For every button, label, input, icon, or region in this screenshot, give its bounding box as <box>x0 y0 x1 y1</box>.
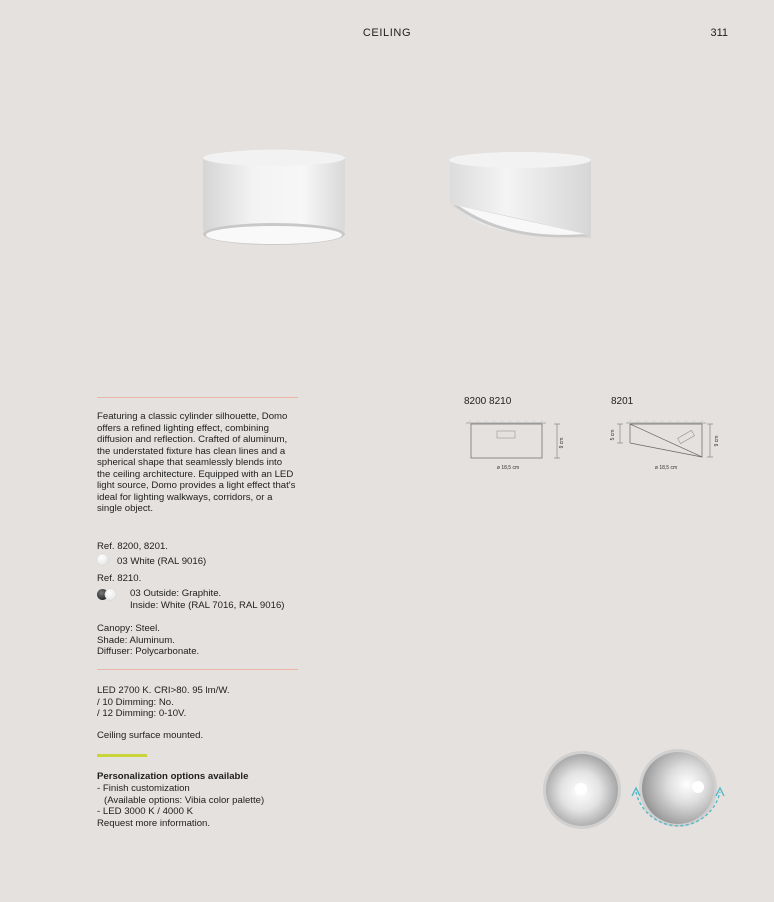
dim-diameter-8201: ø 18,5 cm <box>654 465 678 471</box>
swatch-group <box>97 587 116 605</box>
swatch-white-inside <box>105 589 116 600</box>
section-title: CEILING <box>362 27 412 39</box>
mounting-info: Ceiling surface mounted. <box>97 730 204 741</box>
ref-label-1: Ref. 8200, 8201. <box>97 541 168 552</box>
finish-outside: 03 Outside: Graphite. <box>130 588 222 599</box>
product-photo-8201 <box>443 148 603 248</box>
product-photo-8200 <box>195 148 355 252</box>
page-number: 311 <box>710 27 728 39</box>
swatch-white <box>97 554 108 565</box>
spec-dimming-12: / 12 Dimming: 0-10V. <box>97 708 187 719</box>
dim-short-8201: 5 cm <box>610 429 616 441</box>
spec-led: LED 2700 K. CRI>80. 95 lm/W. <box>97 685 230 696</box>
bottom-view-orientable <box>626 746 730 838</box>
material-diffuser: Diffuser: Polycarbonate. <box>97 646 200 657</box>
perso-item-request: Request more information. <box>97 817 211 829</box>
material-shade: Shade: Aluminum. <box>97 634 175 646</box>
spec-dimming-10: / 10 Dimming: No. <box>97 696 174 708</box>
materials-list <box>97 623 199 658</box>
bottom-view-fixed <box>540 748 624 832</box>
dim-height-8200: 9 cm <box>559 437 565 449</box>
personalization-title: Personalization options available <box>97 771 249 782</box>
material-canopy: Canopy: Steel. <box>97 623 160 634</box>
finish-white: 03 White (RAL 9016) <box>117 556 207 567</box>
divider-middle <box>97 669 298 670</box>
perso-item-led: - LED 3000 K / 4000 K <box>97 806 193 817</box>
product-description: Featuring a classic cylinder silhouette, Domo offers a refined lighting effect, combining diffusion and reflection. Crafted of aluminum, the understated fixture has clean lines and a spherical shape that seamlessly blends into the ceiling architecture. Equipped with an LED light source, Domo provides a light effect that's ideal for lighting walkways, corridors, or a single object. <box>97 411 296 514</box>
dim-height-8201: 9 cm <box>714 435 720 447</box>
perso-item-palette: (Available options: Vibia color palette) <box>104 794 265 806</box>
drawing-label-8201: 8201 <box>611 396 634 407</box>
perso-item-finish: - Finish customization <box>97 783 190 794</box>
divider-top <box>97 397 298 398</box>
dim-diameter-8200: ø 18,5 cm <box>496 465 520 471</box>
divider-accent <box>97 754 147 757</box>
ref-label-2: Ref. 8210. <box>97 573 142 584</box>
drawing-label-8200: 8200 8210 <box>464 396 512 407</box>
personalization-list <box>97 783 264 829</box>
led-specs <box>97 685 230 720</box>
finish-inside: Inside: White (RAL 7016, RAL 9016) <box>130 600 285 611</box>
